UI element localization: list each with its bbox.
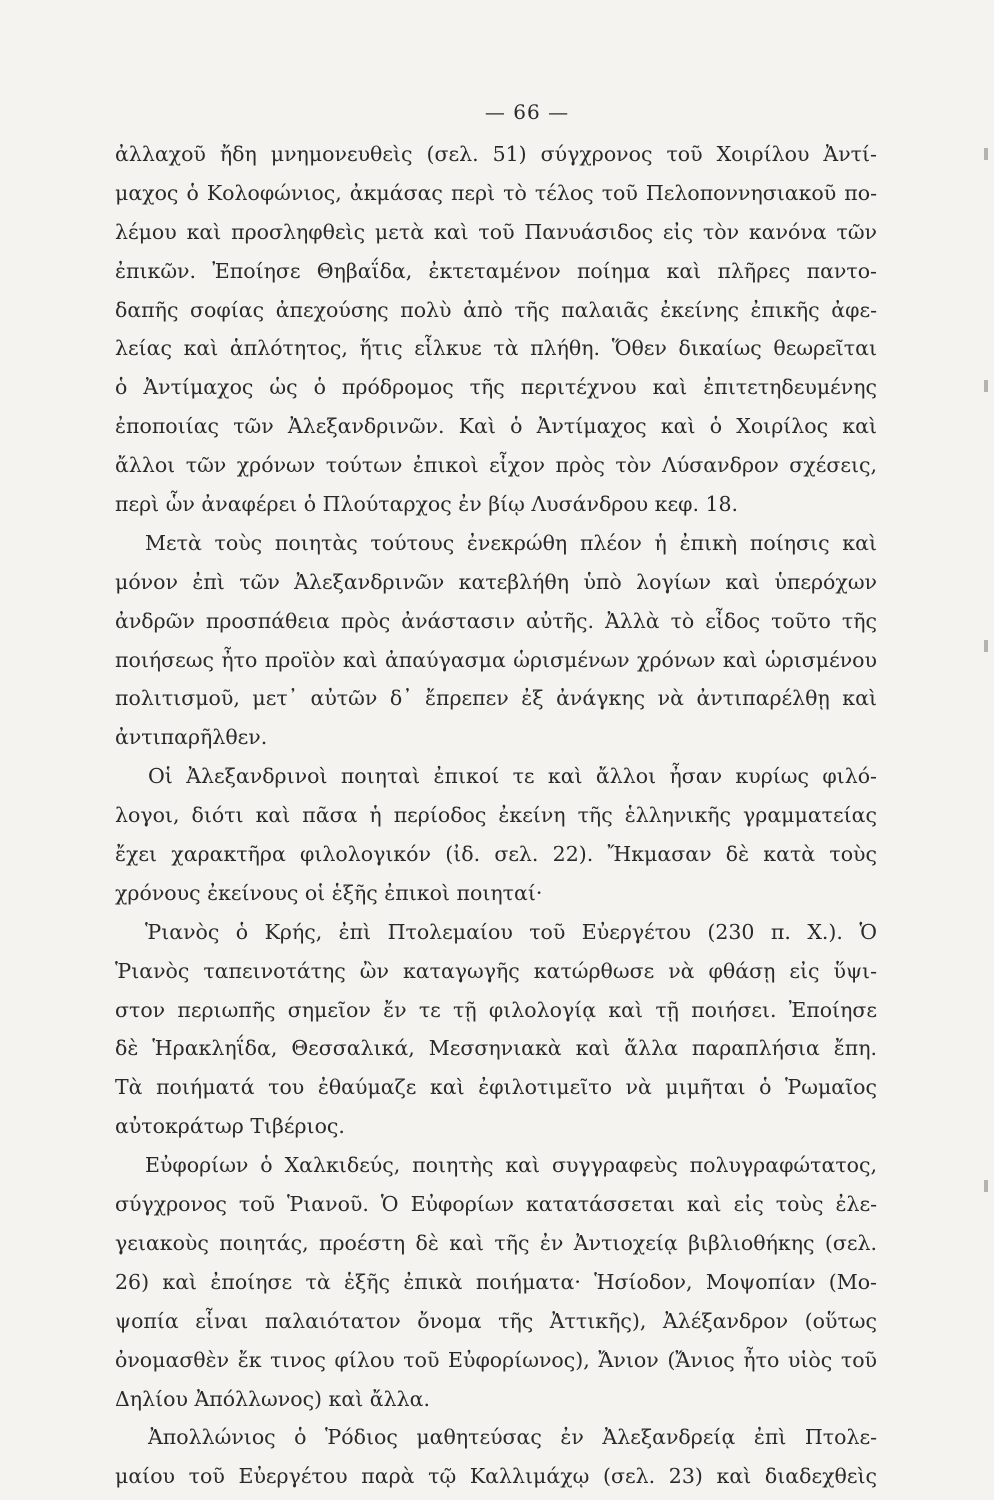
paragraph-alexandrians <box>115 757 877 913</box>
text-line: πολιτισμοῦ, μετ᾽ αὐτῶν δ᾽ ἔπρεπεν ἐξ ἀνάγκης νὰ ἀντιπαρέλθῃ καὶ <box>115 686 877 711</box>
text-line: χρόνους ἐκείνους οἱ ἑξῆς ἐπικοὶ ποιηταί· <box>115 880 543 905</box>
text-line: μόνον ἐπὶ τῶν Ἀλεξανδρινῶν κατεβλήθη ὑπὸ λογίων καὶ ὑπερόχων <box>115 569 877 594</box>
page-number: — 66 — <box>484 100 570 124</box>
scan-edge-mark <box>984 380 988 392</box>
text-line: ἀλλαχοῦ ἤδη μνημονευθεὶς (σελ. 51) σύγχρονος τοῦ Χοιρίλου Ἀντί- <box>115 142 877 166</box>
paragraph-euphorion <box>115 1146 877 1418</box>
scan-edge-mark <box>984 148 988 160</box>
text-line: 26) καὶ ἐποίησε τὰ ἑξῆς ἐπικὰ ποιήματα· Ἡσίοδον, Μοψοπίαν (Μο- <box>115 1269 877 1294</box>
text-line: σύγχρονος τοῦ Ῥιανοῦ. Ὁ Εὐφορίων κατατάσσεται καὶ εἰς τοὺς ἐλε- <box>115 1192 877 1217</box>
text-line: ἄλλοι τῶν χρόνων τούτων ἐπικοὶ εἶχον πρὸς τὸν Λύσανδρον σχέσεις, <box>115 453 877 478</box>
text-line: ἀνδρῶν προσπάθεια πρὸς ἀνάστασιν αὐτῆς. Ἀλλὰ τὸ εἶδος τοῦτο τῆς <box>115 608 877 633</box>
paragraph-apollonius <box>115 1418 877 1496</box>
text-line: ψοπία εἶναι παλαιότατον ὄνομα τῆς Ἀττικῆς), Ἀλέξανδρον (οὕτως <box>115 1308 877 1333</box>
text-line: Οἱ Ἀλεξανδρινοὶ ποιηταὶ ἐπικοί τε καὶ ἄλλοι ἦσαν κυρίως φιλό- <box>148 764 877 789</box>
text-line: Ἀπολλώνιος ὁ Ῥόδιος μαθητεύσας ἐν Ἀλεξανδρείᾳ ἐπὶ Πτολε- <box>148 1425 877 1450</box>
text-line: ἐπικῶν. Ἐποίησε Θηβαΐδα, ἐκτεταμένον ποίημα καὶ πλῆρες παντο- <box>115 258 877 283</box>
text-line: μαίου τοῦ Εὐεργέτου παρὰ τῷ Καλλιμάχῳ (σελ. 23) καὶ διαδεχθεὶς <box>115 1464 877 1489</box>
text-line: δαπῆς σοφίας ἀπεχούσης πολὺ ἀπὸ τῆς παλαιᾶς ἐκείνης ἐπικῆς ἀφε- <box>115 297 877 322</box>
text-line: ὀνομασθὲν ἔκ τινος φίλου τοῦ Εὐφορίωνος), Ἄνιον (Ἄνιος ἦτο υἱὸς τοῦ <box>115 1347 877 1372</box>
text-line: λέμου καὶ προσληφθεὶς μετὰ καὶ τοῦ Πανυάσιδος εἰς τὸν κανόνα τῶν <box>115 219 877 244</box>
text-line: λογοι, διότι καὶ πᾶσα ἡ περίοδος ἐκείνη τῆς ἑλληνικῆς γραμματείας <box>115 803 877 828</box>
text-line: ἐποποιίας τῶν Ἀλεξανδρινῶν. Καὶ ὁ Ἀντίμαχος καὶ ὁ Χοιρίλος καὶ <box>115 414 877 439</box>
paragraph-antimachus <box>115 135 877 524</box>
scan-edge-mark <box>984 1180 988 1192</box>
text-line: ὁ Ἀντίμαχος ὡς ὁ πρόδρομος τῆς περιτέχνου καὶ ἐπιτετηδευμένης <box>115 375 877 400</box>
text-line: Ῥιανὸς ταπεινοτάτης ὢν καταγωγῆς κατώρθωσε νὰ φθάσῃ εἰς ὕψι- <box>115 958 877 983</box>
text-line: Δηλίου Ἀπόλλωνος) καὶ ἄλλα. <box>115 1386 430 1411</box>
text-line: Ῥιανὸς ὁ Κρής, ἐπὶ Πτολεμαίου τοῦ Εὐεργέτου (230 π. Χ.). Ὁ <box>145 919 877 944</box>
text-line: Εὐφορίων ὁ Χαλκιδεύς, ποιητὴς καὶ συγγραφεὺς πολυγραφώτατος, <box>145 1153 877 1178</box>
paragraph-rhianus <box>115 913 877 1146</box>
scan-edge-mark <box>984 640 988 652</box>
text-line: στον περιωπῆς σημεῖον ἔν τε τῇ φιλολογίᾳ καὶ τῇ ποιήσει. Ἐποίησε <box>115 997 877 1022</box>
body-text <box>115 135 877 1496</box>
text-line: Τὰ ποιήματά του ἐθαύμαζε καὶ ἐφιλοτιμεῖτο νὰ μιμῆται ὁ Ῥωμαῖος <box>115 1075 877 1100</box>
text-line: λείας καὶ ἁπλότητος, ἥτις εἷλκυε τὰ πλήθη. Ὅθεν δικαίως θεωρεῖται <box>115 336 877 361</box>
text-line: ἔχει χαρακτῆρα φιλολογικόν (ἰδ. σελ. 22). Ἤκμασαν δὲ κατὰ τοὺς <box>115 842 877 867</box>
text-line: αὐτοκράτωρ Τιβέριος. <box>115 1114 345 1139</box>
paragraph-epic-decline <box>115 524 877 757</box>
text-line: δὲ Ἡρακληΐδα, Θεσσαλικά, Μεσσηνιακὰ καὶ ἄλλα παραπλήσια ἔπη. <box>115 1036 877 1061</box>
text-line: Μετὰ τοὺς ποιητὰς τούτους ἐνεκρώθη πλέον ἡ ἐπικὴ ποίησις καὶ <box>145 530 877 555</box>
text-line: μαχος ὁ Κολοφώνιος, ἀκμάσας περὶ τὸ τέλος τοῦ Πελοποννησιακοῦ πο- <box>115 180 877 205</box>
text-line: ποιήσεως ἦτο προϊὸν καὶ ἀπαύγασμα ὡρισμένων χρόνων καὶ ὡρισμένου <box>115 647 877 672</box>
text-line: περὶ ὧν ἀναφέρει ὁ Πλούταρχος ἐν βίῳ Λυσάνδρου κεφ. 18. <box>115 492 739 517</box>
text-line: ἀντιπαρῆλθεν. <box>115 725 268 750</box>
text-line: γειακοὺς ποιητάς, προέστη δὲ καὶ τῆς ἐν Ἀντιοχείᾳ βιβλιοθήκης (σελ. <box>115 1230 877 1255</box>
